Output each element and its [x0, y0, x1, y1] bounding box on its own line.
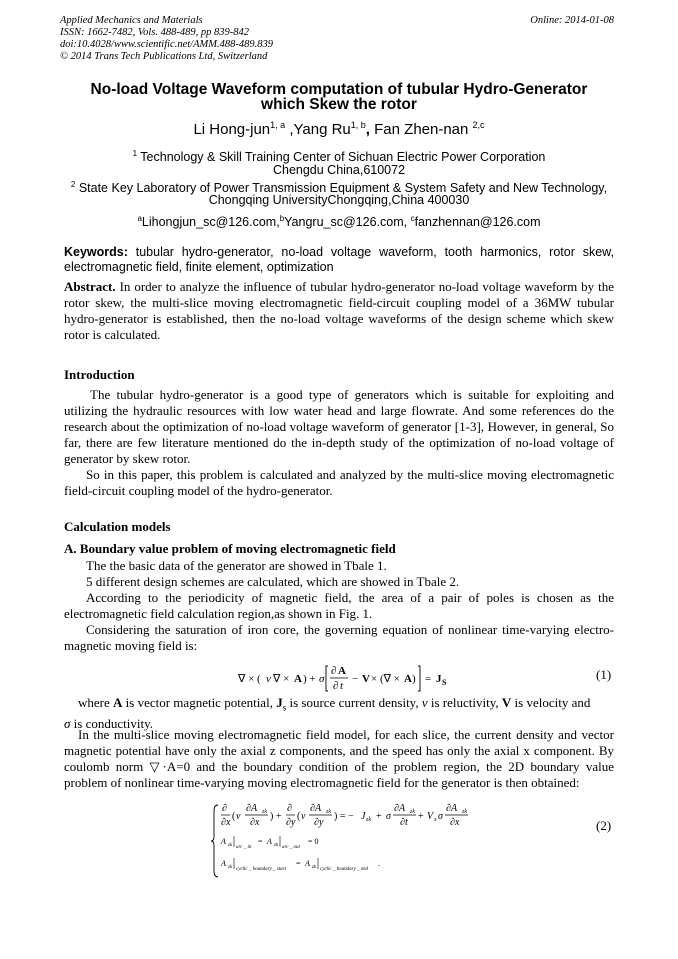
svg-text:zk: zk [228, 865, 233, 870]
abstract-text: In order to analyze the influence of tubular hydro-generator no-load voltage waveform by the rotor skew, the multi-slice moving electromagnetic field-circuit coupling model of a 36MW tubular hydro-generator is established, then the no-load voltage waveforms of the design scheme which skew rotor is calculated. [64, 279, 614, 342]
svg-text:∂: ∂ [287, 803, 292, 814]
equation-2-number: (2) [596, 818, 612, 833]
aff-2-sup: 2 [70, 180, 76, 189]
svg-text:) +: ) + [270, 811, 282, 822]
issn: ISSN: 1662-7482, Vols. 488-489, pp 839-842 [60, 27, 249, 38]
doi: doi:10.4028/www.scientific.net/AMM.488-489.839 [60, 39, 273, 50]
email-b-sup: b [279, 214, 285, 223]
svg-text:∇ × (: ∇ × ( [238, 673, 261, 685]
svg-text:∂x: ∂x [221, 817, 231, 828]
where-text-1: where [78, 695, 114, 710]
svg-text:∂A: ∂A [246, 803, 258, 814]
where-text-5: is velocity and [511, 695, 591, 710]
paper-title-line-2: which Skew the rotor [261, 96, 417, 113]
keywords [64, 245, 614, 275]
svg-text:) = −: ) = − [334, 811, 354, 822]
email-c-sup: c [410, 214, 415, 223]
author-1-sup: 1, a [270, 120, 286, 130]
svg-text:V: V [427, 811, 434, 822]
svg-text:∂: ∂ [222, 803, 227, 814]
author-3: Fan Zhen-nan [369, 121, 473, 138]
equation-1-number: (1) [596, 667, 612, 682]
svg-text:V: V [362, 673, 370, 685]
author-list: Li Hong-jun$^{1, a}$ ,Yang Ru$^{1, b}$, Fan Zhen-nan $^{2,c}$ [193, 120, 485, 138]
equation-1 [230, 660, 470, 696]
svg-text:∂x: ∂x [250, 817, 260, 828]
svg-text:∂y: ∂y [314, 817, 324, 828]
svg-text:zk: zk [410, 809, 415, 815]
online-date: Online: 2014-01-08 [530, 15, 614, 26]
calc-paragraph-2: 5 different design schemes are calculated, which are showed in Tbale 2. [86, 574, 460, 589]
author-3-sup: 2,c [472, 120, 485, 130]
author-1: Li Hong-jun [193, 121, 271, 138]
email-3: fanzhennan@126.com [414, 215, 541, 230]
author-2-sup: 1, b [350, 120, 366, 130]
aff-1-sup: 1 [132, 149, 138, 158]
svg-text:ν: ν [236, 811, 241, 822]
svg-text:J: J [361, 811, 366, 822]
svg-text:=: = [425, 673, 432, 685]
svg-text:zk: zk [366, 817, 371, 823]
where-symbol-J: J [276, 695, 283, 710]
keywords-label: Keywords: [64, 245, 128, 259]
svg-text:A: A [404, 673, 412, 685]
svg-text:t: t [340, 680, 344, 692]
svg-text:S: S [442, 678, 447, 687]
svg-text:∂t: ∂t [400, 817, 408, 828]
aff-2-line-1: State Key Laboratory of Power Transmission Equipment & System Safety and New Technology, [75, 181, 608, 196]
svg-text:zk: zk [228, 843, 233, 848]
where-symbol-sigma: σ [64, 715, 71, 731]
svg-text:= 0: = 0 [308, 837, 319, 846]
svg-text:(: ( [297, 811, 301, 822]
svg-text:∂A: ∂A [310, 803, 322, 814]
svg-text:ν: ν [301, 811, 306, 822]
svg-text:=: = [296, 859, 301, 868]
email-a-sup: a [137, 214, 142, 223]
aff-2-line-2: Chongqing UniversityChongqing,China 400030 [208, 193, 470, 207]
svg-text:zk: zk [274, 843, 279, 848]
author-2: ,Yang Ru [285, 121, 351, 138]
calc-paragraph-3: According to the periodicity of magnetic field, the area of a pair of poles is chosen as the electromagnetic field calculation region,as shown in Fig. 1. [64, 590, 614, 621]
svg-text:σ: σ [319, 673, 325, 685]
aff-1-line-2: Chengdu China,610072 [272, 163, 406, 177]
copyright: © 2014 Trans Tech Publications Ltd, Switzerland [60, 51, 268, 62]
svg-text:zk: zk [262, 809, 267, 815]
svg-text:ν: ν [266, 673, 271, 685]
email-line [60, 211, 618, 230]
calc-heading: Calculation models [64, 519, 171, 534]
aff-1-line-1: Technology & Skill Training Center of Sichuan Electric Power Corporation [137, 150, 546, 165]
svg-text:x: x [434, 817, 437, 823]
svg-text:∂: ∂ [333, 680, 339, 692]
svg-text:cyclic _ boundary _ end: cyclic _ boundary _ end [320, 867, 369, 872]
svg-text:A: A [338, 665, 346, 677]
svg-text:× (∇ ×: × (∇ × [371, 673, 400, 685]
svg-text:σ: σ [386, 811, 391, 822]
abstract-label: Abstract. [64, 279, 116, 294]
svg-text:): ) [412, 673, 416, 685]
where-text-2: is vector magnetic potential, [122, 695, 277, 710]
svg-text:A: A [305, 859, 310, 868]
svg-text:A: A [221, 837, 226, 846]
equation-2 [210, 803, 470, 879]
svg-text:zk: zk [312, 865, 317, 870]
where-text-4: is reluctivity, [427, 695, 502, 710]
svg-text:) +: ) + [303, 673, 316, 685]
svg-text:zk: zk [326, 809, 331, 815]
svg-text:∂A: ∂A [446, 803, 458, 814]
svg-text:−: − [352, 673, 359, 685]
svg-text:∂: ∂ [331, 665, 337, 677]
calc-paragraph-4: Considering the saturation of iron core, the governing equation of nonlinear time-varying electro-magnetic moving field is: [64, 622, 614, 653]
where-symbol-V: V [501, 695, 512, 710]
intro-paragraph-1: The tubular hydro-generator is a good type of generators which is suitable for exploiting and utilizing the hydraulic resources with low water head and large flowrate. And some references do the research about the optimization of no-load voltage waveform of generator [1-3], However, in general, So far, there are few literature mentioned do the in-depth study of the optimization of no-load voltage of generator by skew rotor. [64, 387, 614, 466]
svg-text:arc _ in: arc _ in [236, 845, 252, 850]
svg-text:arc _ out: arc _ out [282, 845, 300, 850]
svg-text:.: . [378, 859, 380, 868]
where-symbol-J-sub: s [282, 702, 287, 713]
svg-text:cyclic _ boundary _ start: cyclic _ boundary _ start [236, 867, 286, 872]
where-text-3: is source current density, [286, 695, 422, 710]
subsection-a-heading: A. Boundary value problem of moving electromagnetic field [64, 541, 396, 556]
calc-paragraph-1: The the basic data of the generator are showed in Tbale 1. [86, 558, 387, 573]
intro-paragraph-2: So in this paper, this problem is calculated and analyzed by the multi-slice moving electromagnetic field-circuit coupling model of the hydro-generator. [64, 467, 614, 498]
where-text-6: is conductivity. [70, 715, 153, 731]
svg-text:A: A [221, 859, 226, 868]
svg-text:+: + [376, 811, 382, 822]
multi-slice-paragraph: In the multi-slice moving electromagnetic field model, for each slice, the current density and vector magnetic potential have only the axial z components, and the speed has only the axial x component. By coulomb norm ▽·A=0 and the boundary condition of the problem region, the 2D boundary value problem of nonlinear time-varying moving electromagnetic field for the generator is then obtained: [64, 727, 614, 790]
svg-text:∂A: ∂A [394, 803, 406, 814]
journal-name: Applied Mechanics and Materials [60, 15, 203, 26]
svg-text:∂y: ∂y [286, 817, 296, 828]
svg-text:∇ ×: ∇ × [273, 673, 290, 685]
email-2: Yangru_sc@126.com, [284, 215, 411, 230]
svg-text:A: A [267, 837, 272, 846]
keywords-text: tubular hydro-generator, no-load voltage waveform, tooth harmonics, rotor skew, electromagnetic field, finite element, optimization [64, 245, 614, 274]
email-1: Lihongjun_sc@126.com, [141, 215, 280, 230]
svg-text:J: J [436, 673, 442, 685]
svg-text:=: = [258, 837, 263, 846]
intro-heading: Introduction [64, 367, 135, 382]
svg-text:+: + [418, 811, 424, 822]
where-symbol-v: v [421, 695, 428, 710]
svg-text:zk: zk [462, 809, 467, 815]
svg-text:A: A [294, 673, 302, 685]
svg-text:(: ( [232, 811, 236, 822]
abstract [64, 279, 614, 343]
paper-title-line-1: No-load Voltage Waveform computation of tubular Hydro-Generator [90, 81, 588, 98]
svg-text:σ: σ [438, 811, 443, 822]
where-symbol-A: A [113, 695, 123, 710]
svg-text:∂x: ∂x [450, 817, 460, 828]
